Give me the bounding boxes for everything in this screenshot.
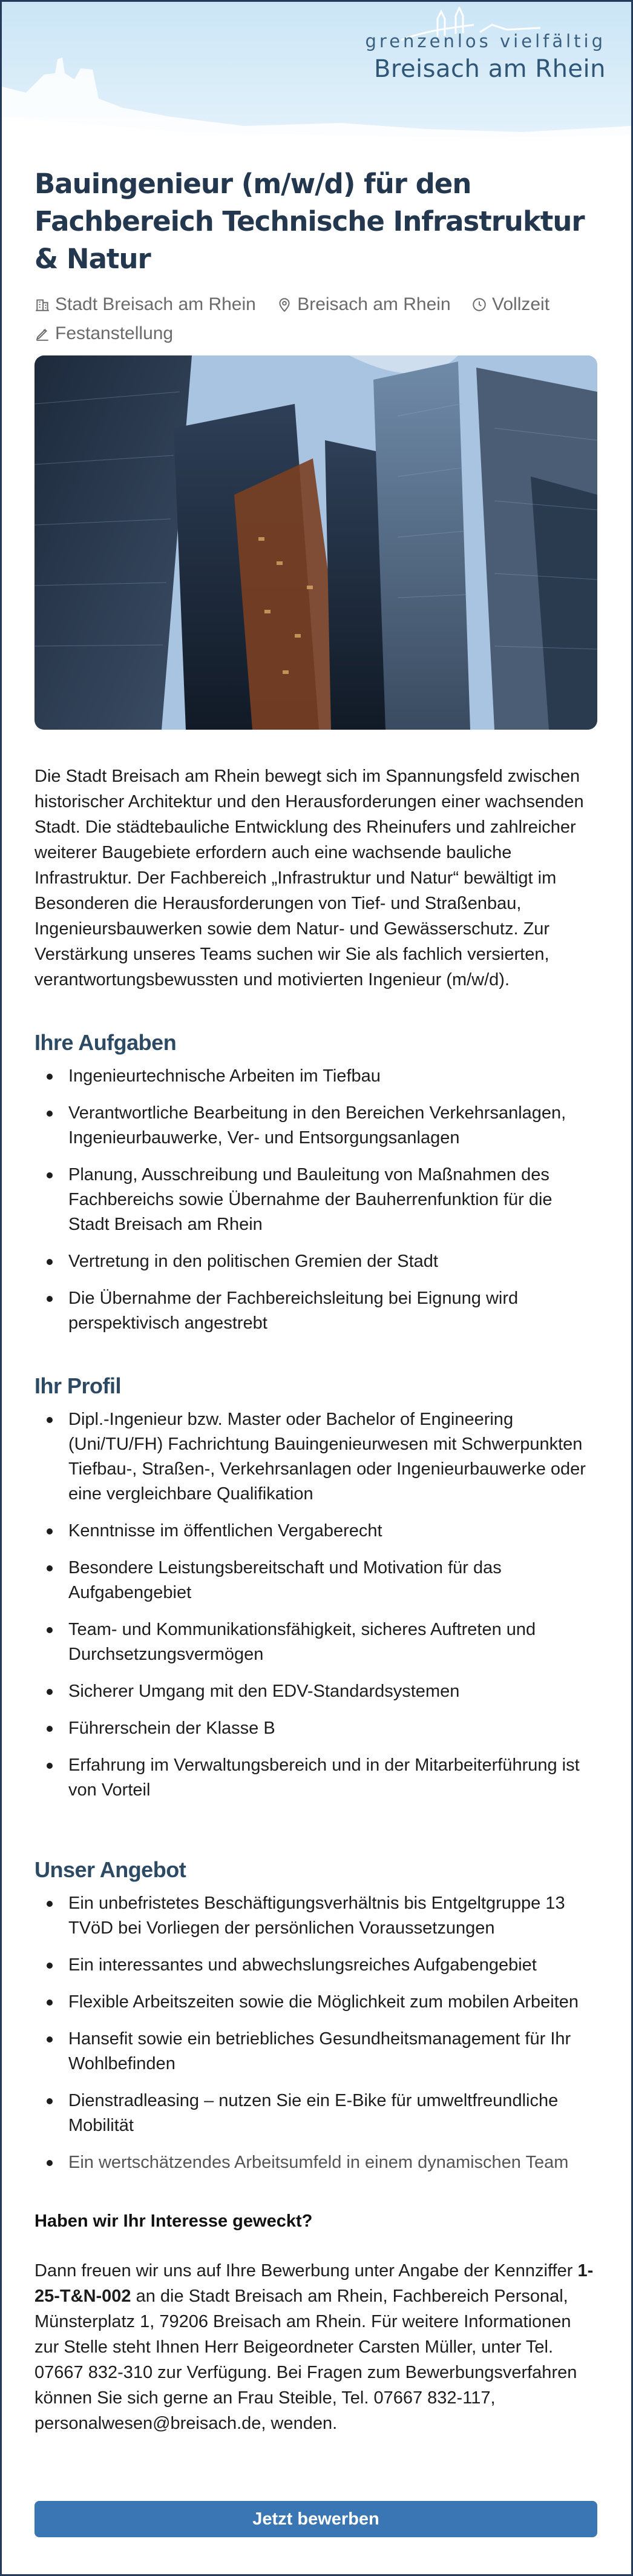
meta-worktime-text: Vollzeit	[491, 294, 550, 314]
logo-tagline: grenzenlos vielfältig	[365, 31, 606, 51]
list-item: Flexible Arbeitszeiten sowie die Möglichkeit zum mobilen Arbeiten	[34, 1990, 597, 2015]
meta-worktime	[471, 291, 549, 318]
meta-employer	[34, 291, 256, 318]
building-icon	[34, 297, 50, 312]
closing-text	[34, 2258, 597, 2436]
intro-text: Die Stadt Breisach am Rhein bewegt sich im Spannungsfeld zwischen historischer Architektur und den Herausforderungen einer wachsenden Stadt. Die städtebauliche Entwicklung des Rheinufers und zahlreicher weiterer Baugebiete erfordern auch eine wachsende bauliche Infrastruktur. Der Fachbereich „Infrastruktur und Natur“ bewältigt im Besonderen die Herausforderungen von Tief- und Straßenbau, Ingenieursbauwerken sowie dem Natur- und Gewässerschutz. Zur Verstärkung unseres Teams suchen wir Sie als fachlich versierten, verantwortungsbewussten und motivierten Ingenieur (m/w/d).	[34, 767, 584, 989]
signature-pen-icon	[34, 326, 50, 342]
list-item: Vertretung in den politischen Gremien der Stadt	[34, 1249, 597, 1274]
closing-text-after: an die Stadt Breisach am Rhein, Fachbereich Personal, Münsterplatz 1, 79206 Breisach am Rhein. Für weitere Informationen zur Stelle steht Ihnen Herr Beigeordneter Carsten Müller, unter Tel. 07667 832-310 zur Verfügung. Bei Fragen zum Bewerbungsverfahren können Sie sich gerne an Frau Steible, Tel. 07667 832-117, personalwesen@breisach.de, wenden.	[34, 2287, 577, 2433]
job-meta	[34, 291, 597, 349]
list-item: Planung, Ausschreibung und Bauleitung von Maßnahmen des Fachbereichs sowie Übernahme der Bauherrenfunktion für die Stadt Breisach am Rhein	[34, 1163, 597, 1237]
list-item: Dienstradleasing – nutzen Sie ein E-Bike für umweltfreundliche Mobilität	[34, 2089, 597, 2138]
list-item: Hansefit sowie ein betriebliches Gesundheitsmanagement für Ihr Wohlbefinden	[34, 2027, 597, 2076]
list-item: Erfahrung im Verwaltungsbereich und in der Mitarbeiterführung ist von Vorteil	[34, 1753, 597, 1803]
clock-icon	[471, 297, 487, 312]
list-item: Ingenieurtechnische Arbeiten im Tiefbau	[34, 1064, 597, 1089]
reference-number: 1-25-T&N-002	[34, 2261, 594, 2306]
profil-list	[34, 1407, 597, 1803]
skyscraper-photo-illustration	[34, 355, 597, 730]
list-item: Verantwortliche Bearbeitung in den Bereichen Verkehrsanlagen, Ingenieurbauwerke, Ver- und Entsorgungsanlagen	[34, 1101, 597, 1151]
header-banner	[2, 2, 631, 153]
apply-button[interactable]: Jetzt bewerben	[34, 2501, 597, 2537]
list-item: Sicherer Umgang mit den EDV-Standardsystemen	[34, 1679, 597, 1704]
logo-city-name: Breisach am Rhein	[373, 55, 606, 83]
aufgaben-list	[34, 1064, 597, 1336]
list-item: Ein unbefristetes Beschäftigungsverhältnis bis Entgeltgruppe 13 TVöD bei Vorliegen der persönlichen Voraussetzungen	[34, 1891, 597, 1941]
interest-question: Haben wir Ihr Interesse geweckt?	[34, 2211, 313, 2231]
job-title: Bauingenieur (m/w/d) für den Fachbereich Technische Infrastruktur & Natur	[34, 168, 585, 275]
hero-image-skyscrapers	[34, 355, 597, 730]
section-heading-profil: Ihr Profil	[34, 1373, 122, 1398]
list-item: Ein wertschätzendes Arbeitsumfeld in einem dynamischen Team	[34, 2150, 597, 2175]
section-heading-aufgaben: Ihre Aufgaben	[34, 1030, 177, 1055]
map-pin-icon	[277, 297, 292, 312]
list-item: Team- und Kommunikationsfähigkeit, sicheres Auftreten und Durchsetzungsvermögen	[34, 1617, 597, 1667]
meta-contract-text: Festanstellung	[55, 323, 174, 343]
list-item: Führerschein der Klasse B	[34, 1716, 597, 1741]
meta-employer-text: Stadt Breisach am Rhein	[55, 294, 256, 314]
closing-text-before: Dann freuen wir uns auf Ihre Bewerbung unter Angabe der Kennziffer	[34, 2261, 578, 2280]
meta-contract	[34, 320, 173, 347]
list-item: Ein interessantes und abwechslungsreiches Aufgabengebiet	[34, 1953, 597, 1978]
list-item: Dipl.-Ingenieur bzw. Master oder Bachelor of Engineering (Uni/TU/FH) Fachrichtung Bauingenieurwesen mit Schwerpunkten Tiefbau-, Straßen-, Verkehrsanlagen oder Ingenieurbauwerke oder eine vergleichbare Qualifikation	[34, 1407, 597, 1507]
city-logo[interactable]	[364, 31, 606, 83]
job-content	[34, 165, 597, 2436]
meta-location	[277, 291, 450, 318]
meta-location-text: Breisach am Rhein	[297, 294, 451, 314]
section-heading-angebot: Unser Angebot	[34, 1857, 186, 1882]
angebot-list	[34, 1891, 597, 2175]
list-item: Die Übernahme der Fachbereichsleitung bei Eignung wird perspektivisch angestrebt	[34, 1286, 597, 1336]
list-item: Kenntnisse im öffentlichen Vergaberecht	[34, 1519, 597, 1544]
list-item: Besondere Leistungsbereitschaft und Motivation für das Aufgabengebiet	[34, 1556, 597, 1605]
